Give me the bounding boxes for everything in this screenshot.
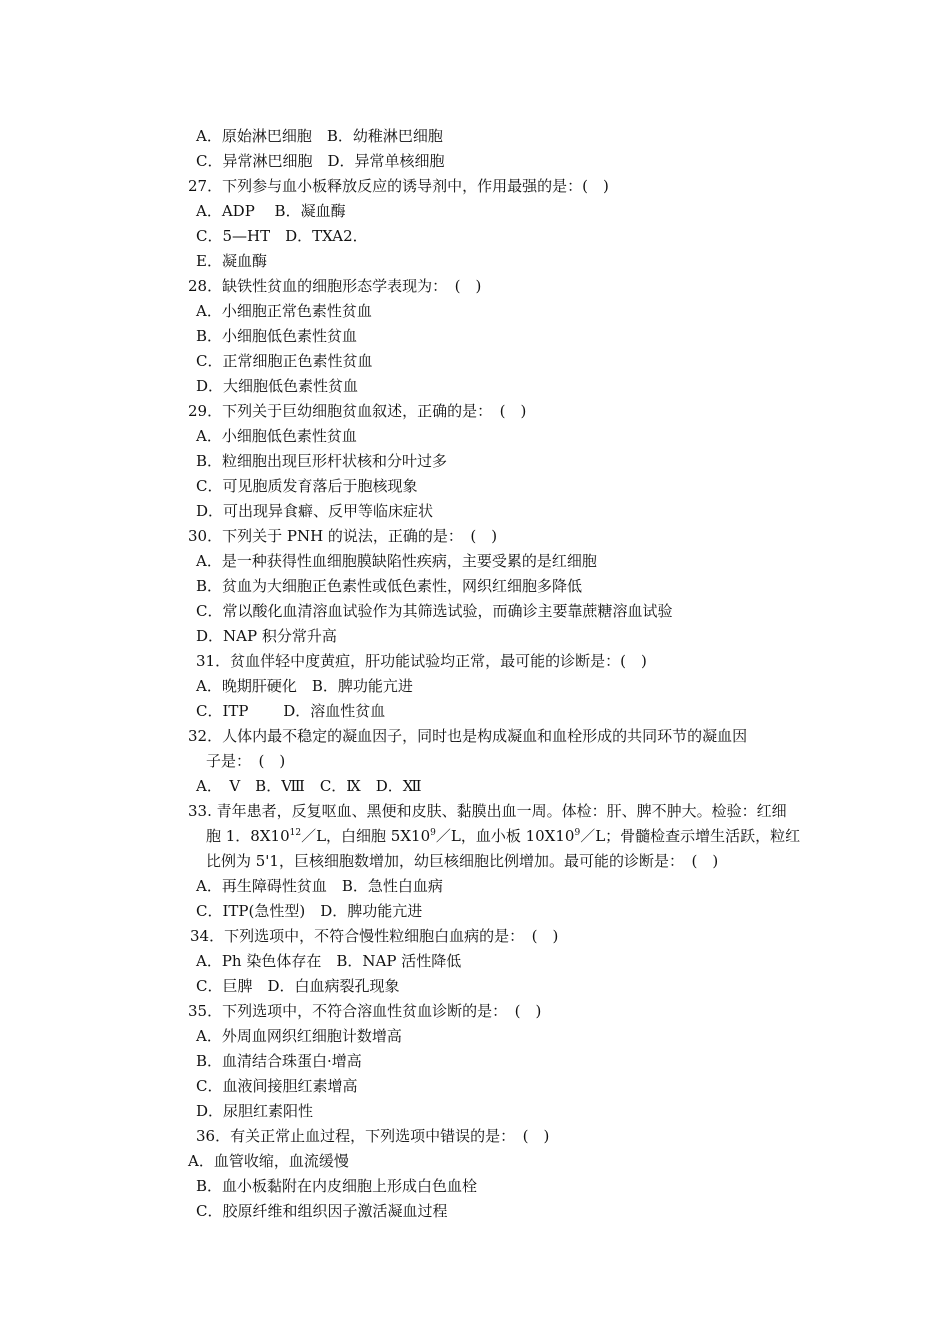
question-line: 36．有关正常止血过程，下列选项中错误的是： ( ): [196, 1127, 550, 1145]
option-line: C．血液间接胆红素增高: [196, 1077, 358, 1095]
option-line: C．异常淋巴细胞 D．异常单核细胞: [196, 152, 445, 170]
option-line: D．尿胆红素阳性: [196, 1102, 314, 1120]
option-line: A．原始淋巴细胞 B．幼稚淋巴细胞: [196, 127, 443, 145]
option-line: D．可出现异食癖、反甲等临床症状: [196, 502, 434, 520]
option-line: C．巨脾 D．白血病裂孔现象: [196, 977, 400, 995]
question-line: 27．下列参与血小板释放反应的诱导剂中，作用最强的是：( ): [188, 177, 609, 195]
option-line: A．Ph 染色体存在 B．NAP 活性降低: [196, 952, 462, 970]
question-line: 33. 青年患者，反复呕血、黑便和皮肤、黏膜出血一周。体检：肝、脾不肿大。检验：红细: [188, 802, 787, 820]
option-line: A．小细胞正常色素性贫血: [196, 302, 372, 320]
question-line: 28．缺铁性贫血的细胞形态学表现为： ( ): [188, 277, 482, 295]
option-line: A．血管收缩，血流缓慢: [188, 1152, 349, 1170]
option-line: A．外周血网织红细胞计数增高: [196, 1027, 402, 1045]
question-line: 35．下列选项中，不符合溶血性贫血诊断的是： ( ): [188, 1002, 542, 1020]
option-line: A．再生障碍性贫血 B．急性白血病: [196, 877, 443, 895]
option-line: C．ITP D．溶血性贫血: [196, 702, 386, 720]
question-line: 比例为 5'1，巨核细胞数增加，幼巨核细胞比例增加。最可能的诊断是： ( ): [206, 852, 719, 870]
question-line: 34．下列选项中，不符合慢性粒细胞白血病的是： ( ): [190, 927, 559, 945]
option-line: D．大细胞低色素性贫血: [196, 377, 359, 395]
question-line: 30．下列关于 PNH 的说法，正确的是： ( ): [188, 527, 498, 545]
option-line: A．ADP B．凝血酶: [196, 202, 346, 220]
question-line: 29．下列关于巨幼细胞贫血叙述，正确的是： ( ): [188, 402, 527, 420]
option-line: C．胶原纤维和组织因子激活凝血过程: [196, 1202, 448, 1220]
option-line: A．晚期肝硬化 B．脾功能亢进: [196, 677, 413, 695]
option-line: B．粒细胞出现巨形杆状核和分叶过多: [196, 452, 448, 470]
option-line: A．小细胞低色素性贫血: [196, 427, 357, 445]
option-line: A． V B．Ⅷ C．Ⅸ D．Ⅻ: [196, 777, 422, 795]
option-line: B．贫血为大细胞正色素性或低色素性，网织红细胞多降低: [196, 577, 583, 595]
option-line: D．NAP 积分常升高: [196, 627, 337, 645]
question-line: 32．人体内最不稳定的凝血因子，同时也是构成凝血和血栓形成的共同环节的凝血因: [188, 727, 748, 745]
option-line: B．血清结合珠蛋白·增高: [196, 1052, 362, 1070]
option-line: C．可见胞质发育落后于胞核现象: [196, 477, 418, 495]
option-line: B．小细胞低色素性贫血: [196, 327, 358, 345]
option-line: E．凝血酶: [196, 252, 267, 270]
question-line: 31．贫血伴轻中度黄疸，肝功能试验均正常，最可能的诊断是：( ): [196, 652, 647, 670]
option-line: C．常以酸化血清溶血试验作为其筛选试验，而确诊主要靠蔗糖溶血试验: [196, 602, 673, 620]
option-line: C．正常细胞正色素性贫血: [196, 352, 373, 370]
option-line: C．5—HT D．TXA2．: [196, 227, 368, 245]
option-line: C．ITP(急性型) D．脾功能亢进: [196, 902, 423, 920]
option-line: A．是一种获得性血细胞膜缺陷性疾病，主要受累的是红细胞: [196, 552, 597, 570]
option-line: B．血小板黏附在内皮细胞上形成白色血栓: [196, 1177, 478, 1195]
question-line: 胞 1．$8X10^{12}/L$，白细胞 $5X10^9/L$，血小板 $10X10^9/L$；骨髓检查示增生活跃，粒红: [206, 827, 801, 845]
question-line: 子是： ( ): [206, 752, 286, 770]
